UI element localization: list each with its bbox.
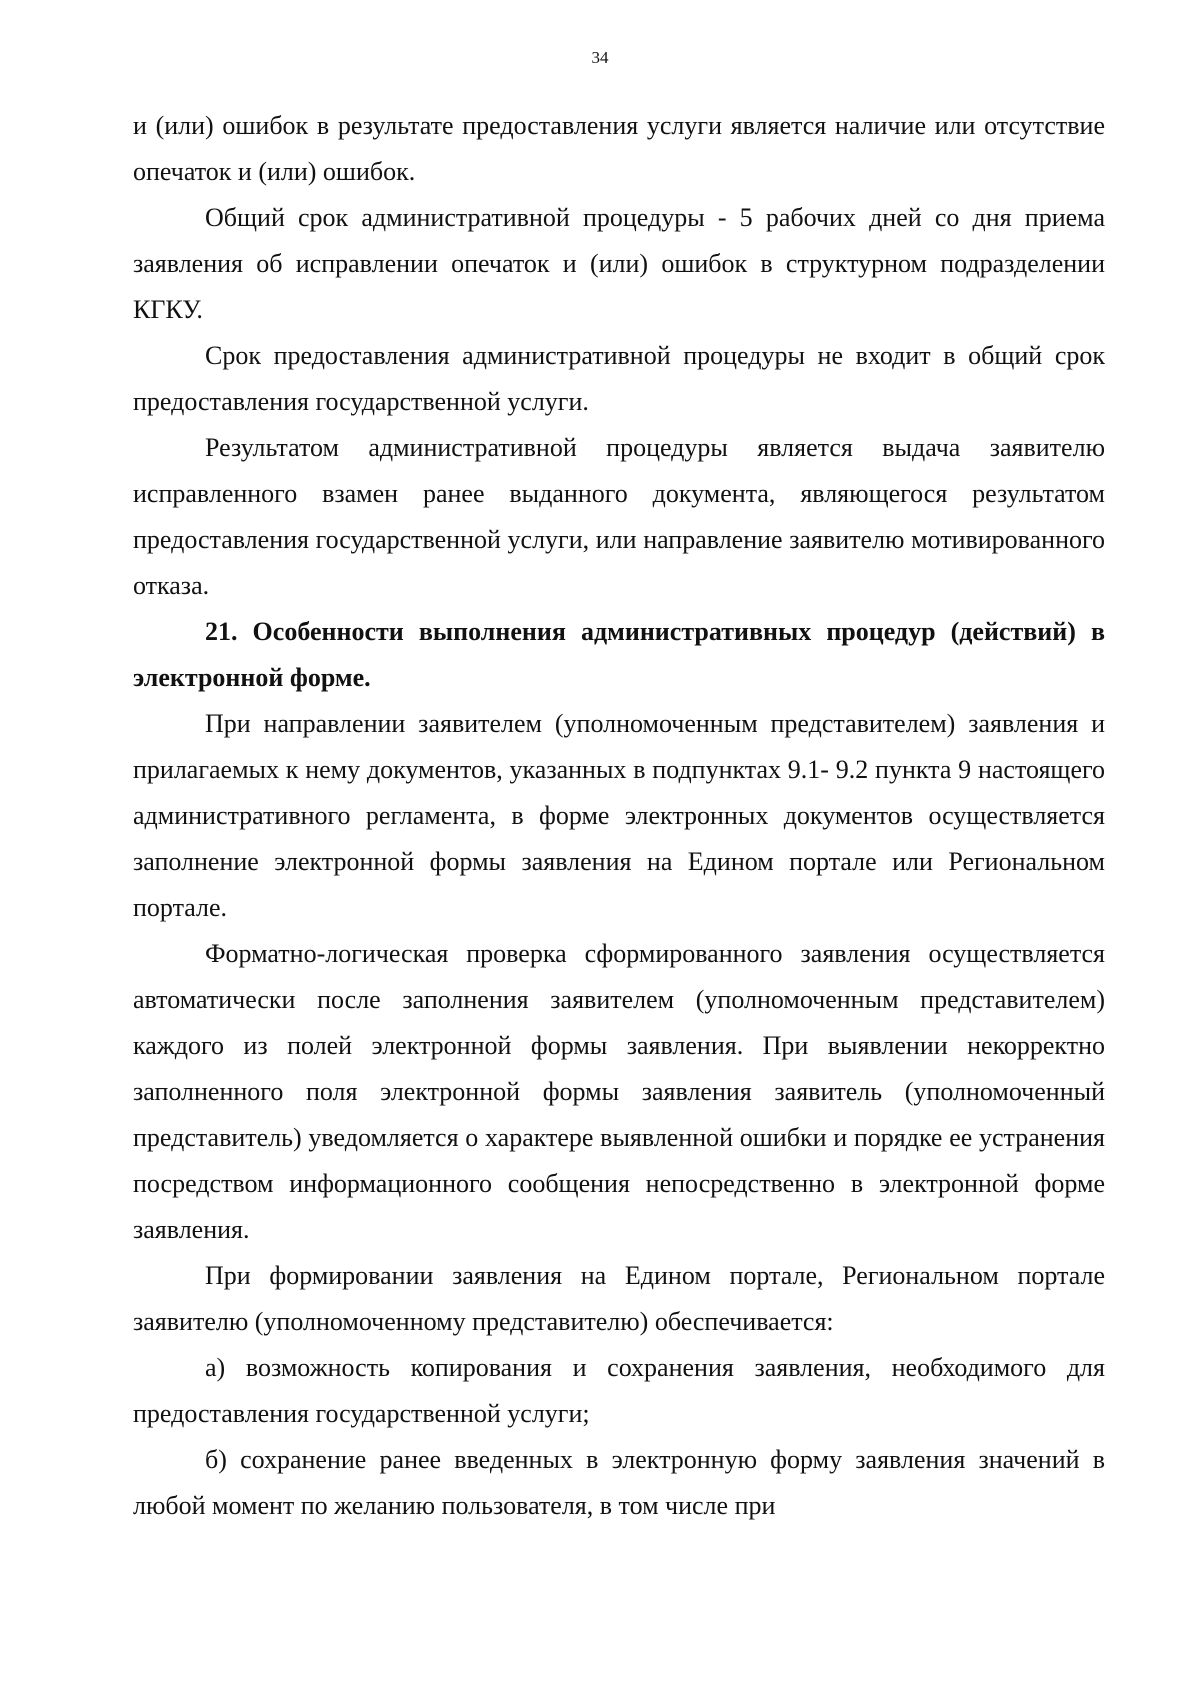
page-number: 34 xyxy=(591,48,609,67)
paragraph-continuation: и (или) ошибок в результате предоставления услуги является наличие или отсутствие опечаток и (или) ошибок. xyxy=(133,111,1105,186)
section-heading: 21. Особенности выполнения административных процедур (действий) в электронной форме. xyxy=(133,617,1105,692)
document-body xyxy=(133,103,1105,1529)
paragraph-term-exclusion: Срок предоставления административной процедуры не входит в общий срок предоставления государственной услуги. xyxy=(133,341,1105,416)
paragraph-electronic-submission: При направлении заявителем (уполномоченным представителем) заявления и прилагаемых к нему документов, указанных в подпунктах 9.1- 9.2 пункта 9 настоящего административного регламента, в форме электронных документов осуществляется заполнение электронной формы заявления на Едином портале или Региональном портале. xyxy=(133,709,1105,922)
paragraph-portal-provisions: При формировании заявления на Едином портале, Региональном портале заявителю (уполномоченному представителю) обеспечивается: xyxy=(133,1261,1105,1336)
paragraph-procedure-result: Результатом административной процедуры является выдача заявителю исправленного взамен ранее выданного документа, являющегося результатом предоставления государственной услуги, или направление заявителю мотивированного отказа. xyxy=(133,433,1105,600)
paragraph-format-check: Форматно-логическая проверка сформированного заявления осуществляется автоматически после заполнения заявителем (уполномоченным представителем) каждого из полей электронной формы заявления. При выявлении некорректно заполненного поля электронной формы заявления заявитель (уполномоченный представитель) уведомляется о характере выявленной ошибки и порядке ее устранения посредством информационного сообщения непосредственно в электронной форме заявления. xyxy=(133,939,1105,1244)
paragraph-procedure-term: Общий срок административной процедуры - 5 рабочих дней со дня приема заявления об исправлении опечаток и (или) ошибок в структурном подразделении КГКУ. xyxy=(133,203,1105,324)
list-item-a: а) возможность копирования и сохранения заявления, необходимого для предоставления государственной услуги; xyxy=(133,1353,1105,1428)
list-item-b: б) сохранение ранее введенных в электронную форму заявления значений в любой момент по желанию пользователя, в том числе при xyxy=(133,1445,1105,1520)
